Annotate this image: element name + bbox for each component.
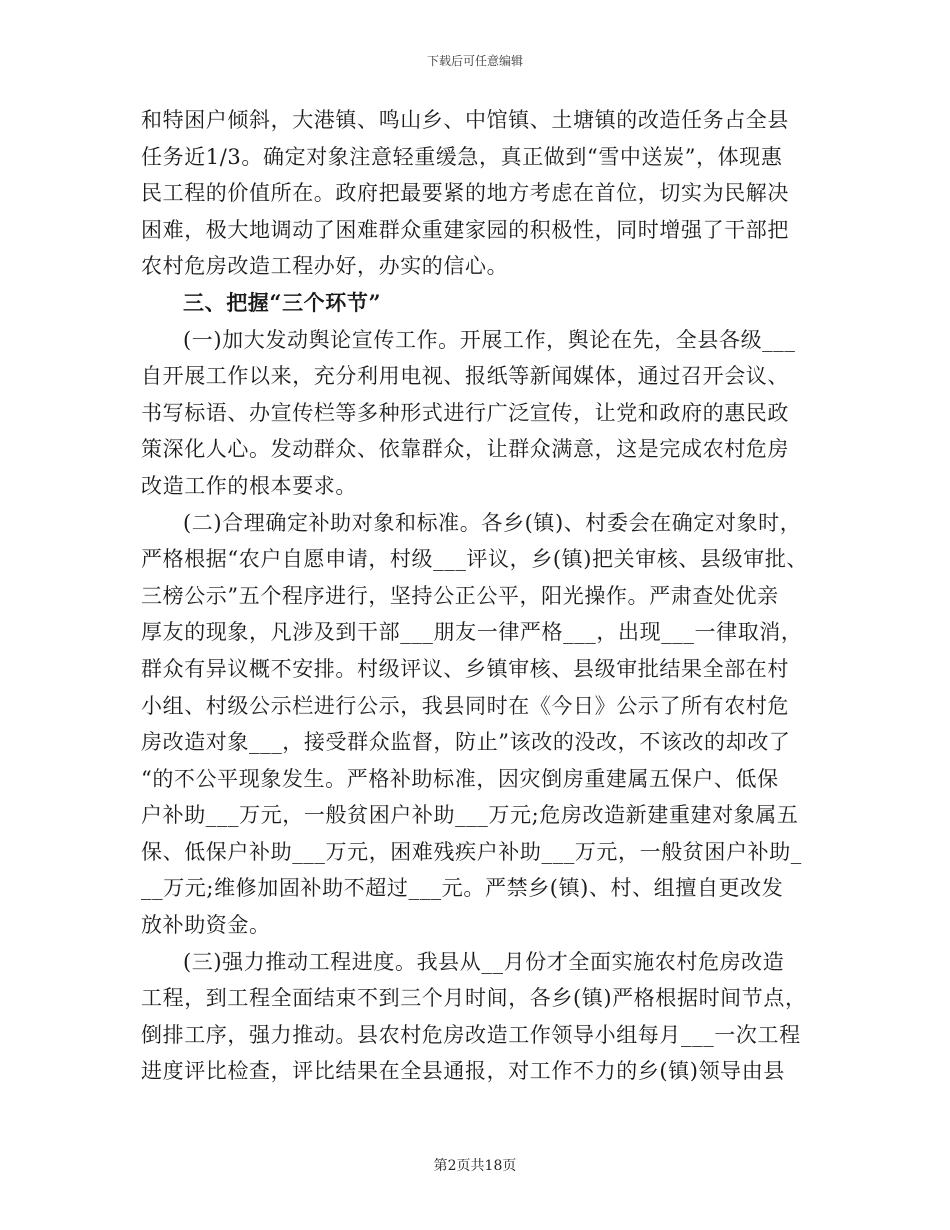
text-line: 房改造对象___，接受群众监督，防止”该改的没改，不该改的却改了 — [141, 730, 791, 755]
paragraph-first-line: (三)强力推动工程进度。我县从__月份才全面实施农村危房改造 — [183, 949, 785, 974]
text-line: 工程，到工程全面结束不到三个月时间，各乡(镇)严格根据时间节点， — [141, 986, 807, 1011]
text-line: 和特困户倾斜，大港镇、鸣山乡、中馆镇、土塘镇的改造任务占全县 — [141, 108, 789, 132]
text-line: 厚友的现象，凡涉及到干部___朋友一律严格___，出现___一律取消， — [141, 620, 803, 645]
page-header-note: 下载后可任意编辑 — [426, 54, 523, 68]
text-line: 书写标语、办宣传栏等多种形式进行广泛宣传，让党和政府的惠民政 — [141, 400, 789, 425]
text-line: 小组、村级公示栏进行公示，我县同时在《今日》公示了所有农村危 — [141, 693, 789, 718]
text-line: 进度评比检查，评比结果在全县通报，对工作不力的乡(镇)领导由县 — [141, 1059, 785, 1084]
text-line: 自开展工作以来，充分利用电视、报纸等新闻媒体，通过召开会议、 — [141, 364, 789, 389]
text-line: “的不公平现象发生。严格补助标准，因灾倒房重建属五保户、低保 — [141, 766, 779, 791]
text-line: 倒排工序，强力推动。县农村危房改造工作领导小组每月___一次工程 — [141, 1022, 801, 1047]
text-line: 保、低保户补助___万元，困难残疾户补助___万元，一般贫困户补助_ — [141, 839, 802, 864]
text-line: 严格根据“农户自愿申请，村级___评议，乡(镇)把关审核、县级审批、 — [141, 547, 809, 572]
paragraph-first-line: (二)合理确定补助对象和标准。各乡(镇)、村委会在确定对象时， — [183, 510, 802, 535]
text-line: 任务近1/3。确定对象注意轻重缓急，真正做到“雪中送炭”，体现惠 — [141, 144, 783, 169]
text-line: 农村危房改造工程办好，办实的信心。 — [141, 254, 509, 279]
page-number: 第2页共18页 — [433, 1158, 517, 1174]
text-line: 策深化人心。发动群众、依靠群众，让群众满意，这是完成农村危房 — [141, 437, 789, 462]
section-heading: 三、把握“三个环节” — [183, 289, 382, 315]
text-line: 放补助资金。 — [141, 913, 271, 938]
document-body — [141, 102, 809, 1090]
text-line: 改造工作的根本要求。 — [141, 473, 357, 498]
text-line: 民工程的价值所在。政府把最要紧的地方考虑在首位，切实为民解决 — [141, 181, 789, 206]
paragraph-first-line: (一)加大发动舆论宣传工作。开展工作，舆论在先，全县各级___ — [183, 327, 796, 352]
text-line: 三榜公示”五个程序进行，坚持公正公平，阳光操作。严肃查处优亲 — [141, 583, 779, 608]
text-line: 户补助___万元，一般贫困户补助___万元;危房改造新建重建对象属五 — [141, 803, 799, 828]
text-line: 群众有异议概不安排。村级评议、乡镇审核、县级审批结果全部在村 — [141, 656, 789, 681]
text-line: 困难，极大地调动了困难群众重建家园的积极性，同时增强了干部把 — [141, 217, 789, 242]
text-line: __万元;维修加固补助不超过___元。严禁乡(镇)、村、组擅自更改发 — [141, 876, 784, 901]
